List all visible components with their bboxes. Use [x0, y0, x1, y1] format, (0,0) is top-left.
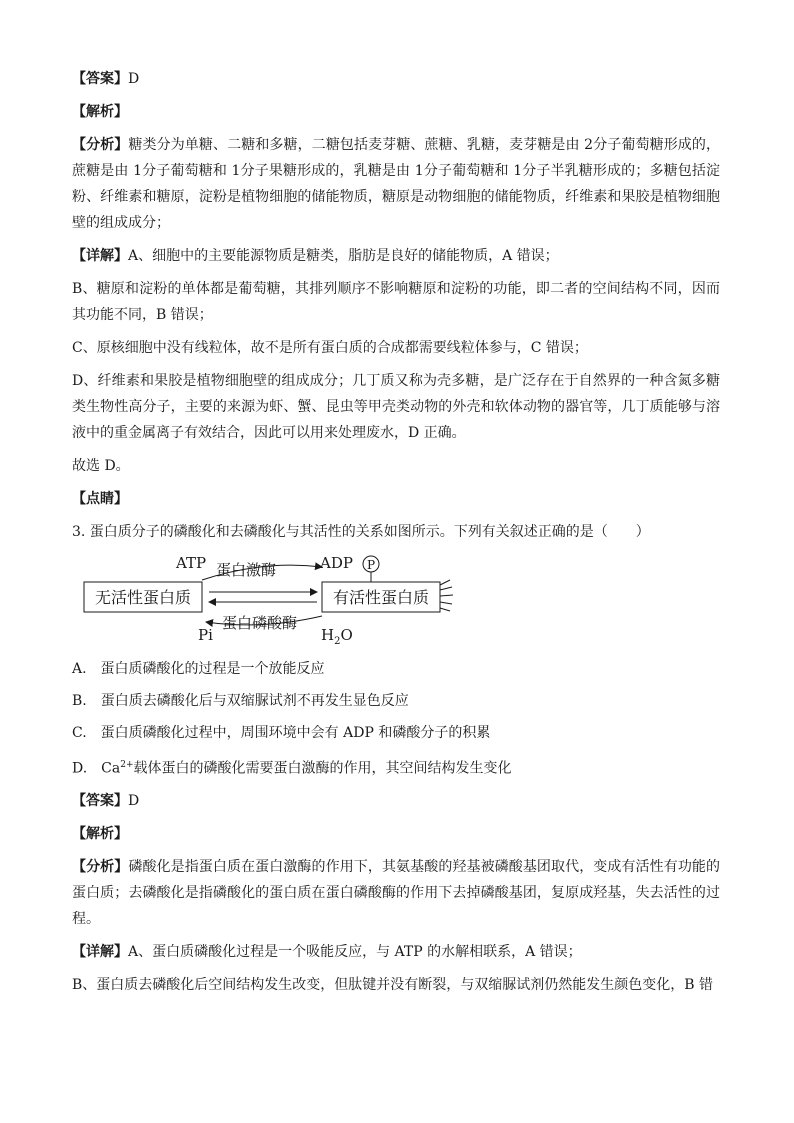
- active-protein-label: 有活性蛋白质: [332, 588, 430, 607]
- adp-label: ADP: [320, 554, 353, 572]
- q2-line-c: C、原核细胞中没有线粒体，故不是所有蛋白质的合成都需要线粒体参与，C 错误；: [72, 340, 588, 356]
- phosphorylation-diagram: [72, 552, 720, 652]
- xiangjie-a: A、蛋白质磷酸化过程是一个吸能反应，与 ATP 的水解相联系，A 错误；: [128, 943, 582, 960]
- q3-stem: 3. 蛋白质分子的磷酸化和去磷酸化与其活性的关系如图所示。下列有关叙述正确的是（ ）: [72, 524, 650, 540]
- page-content: [72, 66, 720, 1005]
- q2-line-d: D、纤维素和果胶是植物细胞壁的组成成分；几丁质又称为壳多糖，是广泛存在于自然界的一种含氮多糖类生物性高分子，主要的来源为虾、蟹、昆虫等甲壳类动物的外壳和软体动物的器官等，几丁质能够与溶液中的重金属离子有效结合，因此可以用来处理废水，D 正确。: [72, 373, 720, 441]
- fenxi-tag: 【分析】: [72, 858, 129, 875]
- pi-label: Pi: [198, 626, 213, 644]
- opt-d-sup: 2+: [120, 760, 134, 770]
- xiangjie-tag: 【详解】: [72, 943, 128, 960]
- h2o-label: $H_2O$: [321, 626, 353, 647]
- answer-tag: 【答案】: [72, 792, 128, 809]
- q2-fenxi: [72, 132, 720, 236]
- q3-line-b: B、蛋白质去磷酸化后空间结构发生改变，但肽键并没有断裂，与双缩脲试剂仍然能发生颜色变化，B 错: [72, 976, 714, 993]
- kinase-label: 蛋白激酶: [216, 561, 277, 579]
- fenxi-text: 糖类分为单糖、二糖和多糖，二糖包括麦芽糖、蔗糖、乳糖，麦芽糖是由 2分子葡萄糖形成的，蔗糖是由 1分子葡萄糖和 1分子果糖形成的，乳糖是由 1分子葡萄糖和 1分子半乳糖形成的；多糖包括淀粉、纤维素和糖原，淀粉是植物细胞的储能物质，糖原是动物细胞的储能物质，纤维素和果胶是植物细胞壁的组成成分；: [72, 137, 720, 231]
- q3-fenxi: [72, 854, 720, 932]
- phosphatase-label: 蛋白磷酸酶: [222, 614, 298, 632]
- fenxi-text: 磷酸化是指蛋白质在蛋白激酶的作用下，其氨基酸的羟基被磷酸基团取代，变成有活性有功能的蛋白质；去磷酸化是指磷酸化的蛋白质在蛋白磷酸酶的作用下去掉磷酸基团，复原成羟基，失去活性的过程。: [72, 858, 721, 927]
- opt-d-prefix: D. Ca: [72, 760, 121, 777]
- q2-dianjing: 【点睛】: [72, 491, 128, 507]
- q2-analysis-title: 【解析】: [72, 104, 128, 120]
- q3-xiangjie: [72, 939, 720, 965]
- answer-value: D: [128, 71, 140, 87]
- q2-xiangjie: [72, 243, 720, 269]
- q3-answer: [72, 788, 720, 814]
- fenxi-tag: 【分析】: [72, 137, 129, 153]
- q2-line-b: B、糖原和淀粉的单体都是葡萄糖，其排列顺序不影响糖原和淀粉的功能，即二者的空间结构不同，因而其功能不同，B 错误；: [72, 281, 720, 323]
- q3-option-a: A. 蛋白质磷酸化的过程是一个放能反应: [72, 661, 325, 677]
- q2-answer: [72, 66, 720, 92]
- q3-option-c: C. 蛋白质磷酸化过程中，周围环境中会有 ADP 和磷酸分子的积累: [72, 725, 491, 741]
- diagram-svg: [72, 552, 720, 652]
- q3-option-b: B. 蛋白质去磷酸化后与双缩脲试剂不再发生显色反应: [72, 693, 409, 709]
- inactive-protein-label: 无活性蛋白质: [94, 588, 192, 607]
- answer-tag: 【答案】: [72, 71, 128, 87]
- activity-rays: [440, 580, 453, 611]
- opt-d-rest: 载体蛋白的磷酸化需要蛋白激酶的作用，其空间结构发生变化: [133, 760, 512, 777]
- atp-label: ATP: [176, 554, 207, 572]
- q3-option-d: [72, 752, 720, 782]
- answer-value: D: [128, 792, 140, 809]
- xiangjie-tag: 【详解】: [72, 248, 128, 264]
- phosphate-label: P: [366, 558, 376, 572]
- xiangjie-a: A、细胞中的主要能源物质是糖类，脂肪是良好的储能物质，A 错误；: [128, 248, 559, 264]
- q2-conclusion: 故选 D。: [72, 458, 130, 474]
- q3-analysis-title: 【解析】: [72, 825, 128, 842]
